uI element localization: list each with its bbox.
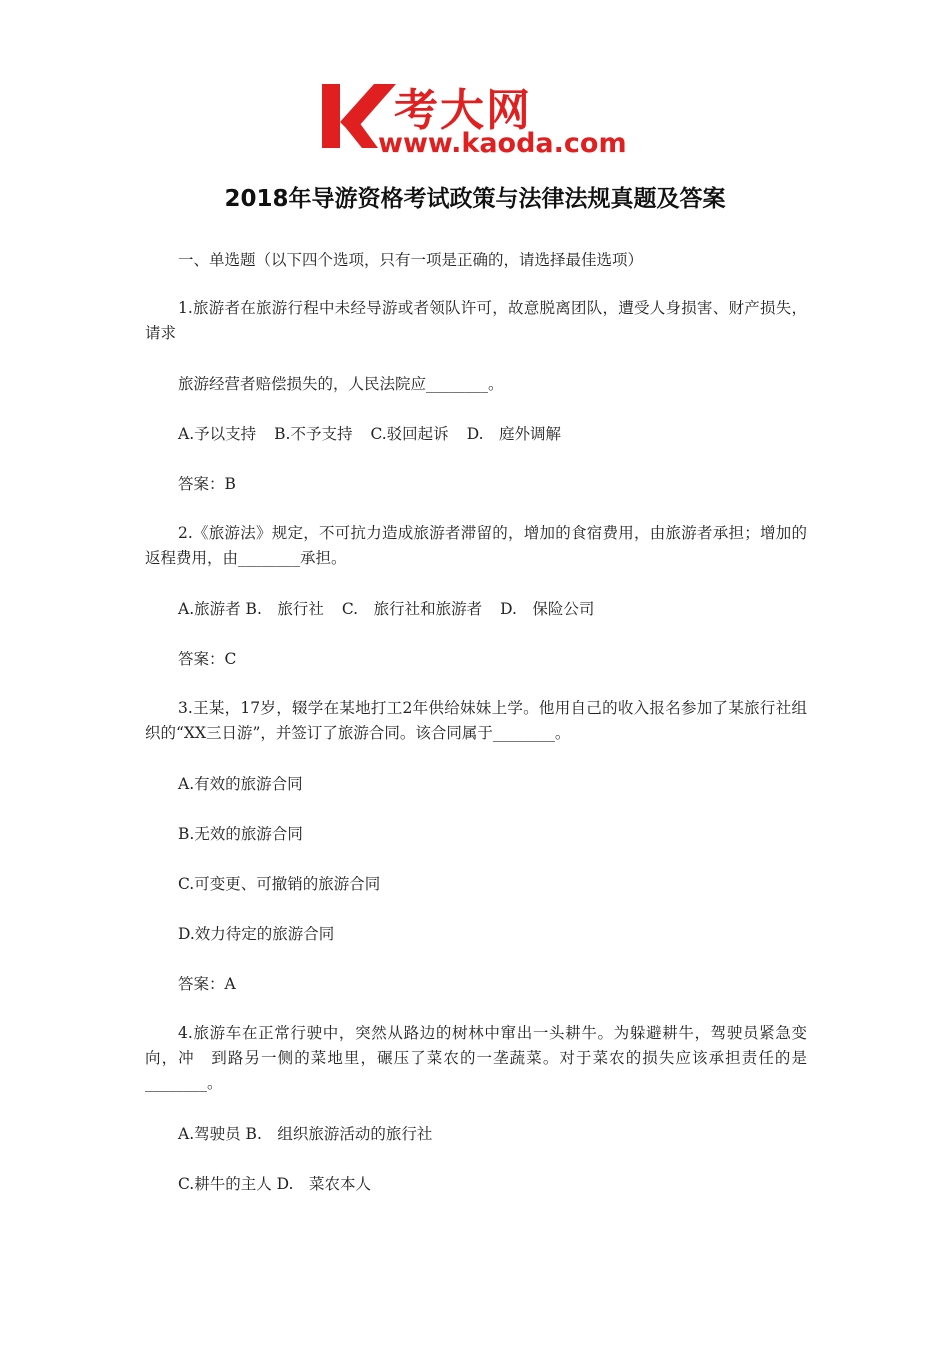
question-2-option-c: C. 旅行社和旅游者 xyxy=(341,600,483,618)
question-1-option-a: A.予以支持 xyxy=(178,425,257,443)
question-3-option-c: C.可变更、可撤销的旅游合同 xyxy=(178,875,381,893)
question-2-options xyxy=(178,599,612,619)
logo-chinese-text: 考大网 xyxy=(394,85,532,136)
logo-url-text: www.kaoda.com xyxy=(378,128,627,159)
kaoda-logo xyxy=(316,78,640,162)
question-2-answer: 答案：C xyxy=(178,650,237,668)
question-4-options-cd: C.耕牛的主人 D. 菜农本人 xyxy=(178,1175,371,1193)
question-3-option-d: D.效力待定的旅游合同 xyxy=(178,925,335,943)
question-3-option-a: A.有效的旅游合同 xyxy=(178,775,303,793)
question-1-stem: 1.旅游者在旅游行程中未经导游或者领队许可，故意脱离团队，遭受人身损害、财产损失，请求 xyxy=(145,299,807,342)
question-2-stem: 2.《旅游法》规定，不可抗力造成旅游者滞留的，增加的食宿费用，由旅游者承担；增加的返程费用，由________承担。 xyxy=(145,524,807,567)
question-4-stem: 4.旅游车在正常行驶中，突然从路边的树林中窜出一头耕牛。为躲避耕牛，驾驶员紧急变向，冲 到路另一侧的菜地里，碾压了菜农的一垄蔬菜。对于菜农的损失应该承担责任的是________。 xyxy=(145,1024,807,1092)
question-3-stem: 3.王某，17岁，辍学在某地打工2年供给妹妹上学。他用自己的收入报名参加了某旅行社组织的“XX三日游”，并签订了旅游合同。该合同属于________。 xyxy=(145,699,807,742)
question-1-option-c: C.驳回起诉 xyxy=(370,425,449,443)
question-1-option-b: B.不予支持 xyxy=(274,425,353,443)
question-3-answer: 答案：A xyxy=(178,975,236,993)
section-heading: 一、单选题（以下四个选项，只有一项是正确的，请选择最佳选项） xyxy=(178,251,644,269)
question-2-option-d: D. 保险公司 xyxy=(500,600,595,618)
document-title: 2018年导游资格考试政策与法律法规真题及答案 xyxy=(224,186,726,212)
question-1-option-d: D. 庭外调解 xyxy=(466,425,562,443)
question-1-answer: 答案：B xyxy=(178,475,236,493)
question-2-option-ab: A.旅游者 B. 旅行社 xyxy=(178,600,324,618)
question-4-options-ab: A.驾驶员 B. 组织旅游活动的旅行社 xyxy=(178,1125,433,1143)
question-3-option-b: B.无效的旅游合同 xyxy=(178,825,303,843)
question-1-stem-continued: 旅游经营者赔偿损失的，人民法院应________。 xyxy=(178,375,504,393)
question-1-options xyxy=(178,424,579,444)
